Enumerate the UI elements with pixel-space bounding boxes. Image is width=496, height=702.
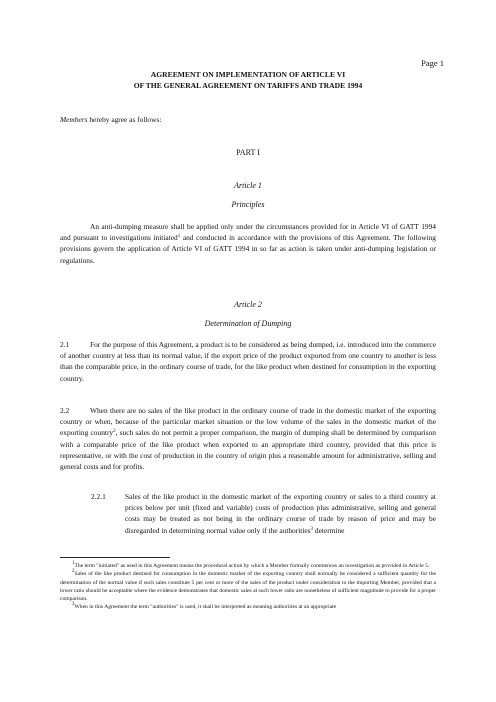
footnote-2-text: Sales of the like product destined for consumption in the domestic market of the exporting country shall normally be considered a sufficient quantity for the determination of the normal value if such sales constitute 5 per cent or more of the sales of the product under consideration to the importing Member, provided that a lower ratio should be acceptable where the evidence demonstrates that domestic sales at such lower ratio are nonetheless of sufficient magnitude to provide for a proper comparison. bbox=[60, 571, 436, 603]
footnote-separator bbox=[60, 557, 170, 558]
paragraph-2-1 bbox=[60, 339, 436, 384]
footnote-3-mark: 3 bbox=[72, 602, 75, 608]
article-2-subheading: Determination of Dumping bbox=[204, 319, 292, 328]
paragraph-2-2 bbox=[60, 405, 436, 472]
paragraph-2-2-1 bbox=[91, 491, 436, 536]
paragraph-2-2-1-body bbox=[91, 491, 436, 536]
article-1-heading: Article 1 bbox=[234, 181, 262, 190]
article-1-subheading: Principles bbox=[231, 200, 265, 209]
footnote-ref-2[interactable]: 2 bbox=[113, 429, 116, 435]
paragraph-2-2-text-a: When there are no sales of the like product in the ordinary course of trade in the domestic market of the exporting country or when, because of the particular market situation or the low volume of the sales in the domestic market of the exporting country bbox=[60, 406, 436, 438]
footnote-2 bbox=[60, 570, 436, 603]
paragraph-2-2-text-b: , such sales do not permit a proper comparison, the margin of dumping shall be determined by comparison with a comparable price of the like product when exported to an appropriate third country, provided that this price is representative, or with the cost of production in the country of origin plus a reasonable amount for administrative, selling and general costs and for profits. bbox=[60, 428, 437, 472]
preamble-subject: Members bbox=[60, 115, 88, 124]
part-heading: PART I bbox=[236, 148, 260, 157]
title-line-1: AGREEMENT ON IMPLEMENTATION OF ARTICLE VI bbox=[150, 70, 346, 79]
footnote-3-text: When in this Agreement the term "authorities" is used, it shall be interpreted as meaning authorities at an appropriate bbox=[74, 604, 337, 611]
paragraph-2-1-text: For the purpose of this Agreement, a product is to be considered as being dumped, i.e. introduced into the commerce of another country at less than its normal value, if the export price of the product exported from one country to another is less than the comparable price, in the ordinary course of trade, for the like product when destined for consumption in the exporting country. bbox=[60, 340, 436, 383]
footnote-1-text: The term "initiated" as used in this Agreement means the procedural action by which a Member formally commences an investigation as provided in Article 5. bbox=[74, 563, 430, 569]
agreement-title bbox=[60, 69, 436, 91]
paragraph-2-1-number: 2.1 bbox=[60, 340, 70, 349]
footnote-3 bbox=[60, 603, 436, 611]
preamble-text: hereby agree as follows: bbox=[87, 115, 162, 124]
paragraph-2-2-1-number: 2.2.1 bbox=[91, 492, 106, 501]
paragraph-2-2-1-text-a: Sales of the like product in the domestic market of the exporting country or sales to a third country at prices below per unit (fixed and variable) costs of production plus administrative, selling and general costs may be treated as not being in the ordinary course of trade by reason of price and may be disregarded in determining normal value only if the authorities bbox=[125, 492, 436, 535]
article-1-paragraph bbox=[60, 221, 436, 266]
paragraph-2-2-1-text-b: determine bbox=[313, 525, 345, 535]
title-line-2: OF THE GENERAL AGREEMENT ON TARIFFS AND TRADE 1994 bbox=[133, 81, 363, 90]
page-number: Page 1 bbox=[421, 58, 444, 68]
footnote-1-mark: 1 bbox=[72, 561, 75, 566]
footnotes bbox=[60, 562, 436, 612]
article-1-text-a: An anti-dumping measure shall be applied only under the circumstances provided for in Article VI of GATT 1994 and pursuant to investigations initiated bbox=[60, 222, 436, 243]
footnote-2-mark: 2 bbox=[72, 569, 75, 575]
article-1-text-b: and conducted in accordance with the provisions of this Agreement. The following provisions govern the application of Article VI of GATT 1994 in so far as action is taken under anti-dumping legislation or regulations. bbox=[60, 233, 436, 265]
article-2-heading: Article 2 bbox=[234, 300, 262, 309]
preamble bbox=[60, 114, 436, 125]
footnote-ref-3[interactable]: 3 bbox=[310, 526, 314, 532]
footnote-1 bbox=[60, 562, 436, 570]
paragraph-2-2-number: 2.2 bbox=[60, 406, 70, 415]
footnote-ref-1[interactable]: 1 bbox=[177, 234, 181, 240]
